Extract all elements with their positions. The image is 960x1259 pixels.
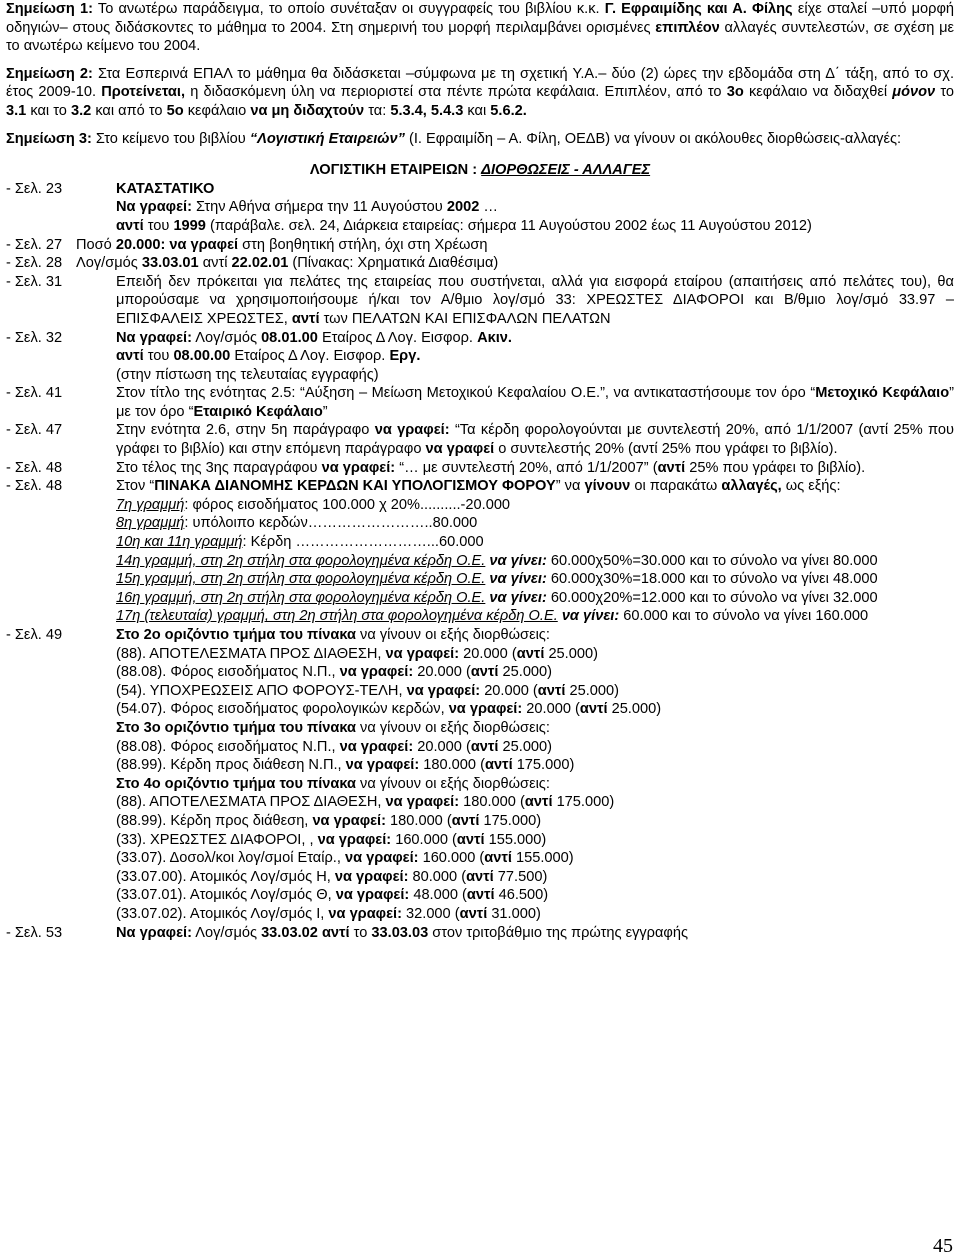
write-label: 20.000: να γραφεί	[115, 236, 239, 253]
instead-label: αντί	[537, 682, 566, 699]
correction-text: : φόρος εισοδήματος 100.000 χ 20%..........-20.000	[184, 496, 511, 513]
instead-label: αντί	[116, 348, 144, 365]
correction-text: στον τριτοβάθμιο της πρώτης εγγραφής	[432, 924, 689, 941]
section-3-lines	[116, 738, 954, 775]
page-label: - Σελ. 48	[6, 478, 63, 495]
correction-value: Μετοχικό Κεφάλαιο	[815, 385, 950, 402]
instead-label: αντί	[459, 905, 488, 922]
row-ref: 17η (τελευταία) γραμμή, στη 2η στήλη στα φορολογημένα κέρδη Ο.Ε.	[116, 608, 558, 625]
correction-title: ΚΑΤΑΣΤΑΤΙΚΟ	[116, 180, 215, 197]
instead-label: αντί	[657, 459, 686, 476]
page-label: - Σελ. 31	[6, 273, 63, 290]
correction-text: : Κέρδη ………………………...60.000	[242, 534, 484, 551]
correction-text: (στην πίστωση της τελευταίας εγγραφής)	[116, 366, 379, 383]
write-label: να γραφεί:	[328, 905, 402, 922]
note-1-authors: Γ. Εφραιμίδης και Α. Φίλης	[604, 1, 793, 17]
old-value: 25.000	[502, 664, 548, 681]
section-2-heading	[116, 626, 954, 645]
correction-body	[116, 477, 954, 626]
note-2-emphasis: 3ο	[726, 84, 744, 101]
correction-text: Στον “	[116, 478, 155, 495]
correction-body	[116, 329, 954, 385]
note-2-label: Σημείωση 2:	[6, 65, 93, 82]
table-row-10	[116, 533, 954, 552]
old-value: 175.000	[556, 794, 610, 811]
correction-text: το	[353, 924, 368, 941]
correction-p27	[6, 236, 954, 255]
account-text: (88.99). Κέρδη προς διάθεση Ν.Π.,	[116, 757, 342, 774]
note-3-text: (Ι. Εφραιμίδη – Α. Φίλη, ΟΕΔΒ) να γίνουν οι ακόλουθες διορθώσεις-αλλαγές:	[408, 130, 902, 147]
write-label: να γραφεί:	[374, 422, 450, 439]
correction-text: ”	[322, 403, 328, 420]
table-row-15	[116, 570, 954, 589]
new-value: 160.000	[395, 831, 448, 848]
document-page	[6, 0, 954, 942]
correction-body	[76, 236, 954, 255]
correction-body	[116, 384, 954, 421]
instead-label: αντί	[484, 850, 512, 867]
correction-value: Ακιν.	[477, 329, 512, 346]
new-value: 180.000	[390, 812, 443, 829]
note-2-text: τα:	[368, 102, 387, 119]
section-4-heading	[116, 775, 954, 794]
old-value: 155.000	[515, 850, 569, 867]
note-1-text: σταλεί –υπό μορφή οδηγιών– στους διδάσκοντες το μάθημα το 2004. Στη σημερινή του μορφή περιλαμβάνει ορισμένες	[6, 1, 955, 36]
note-2-emphasis: 5ο	[166, 102, 184, 119]
note-2-emphasis: να μη διδαχτούν	[250, 102, 365, 119]
correction-text: των ΠΕΛΑΤΩΝ ΚΑΙ ΕΠΙΣΦΑΛΩΝ ΠΕΛΑΤΩΝ	[323, 310, 611, 327]
correction-line: (33.07.00). Ατομικός Λογ/σμός Η, να γραφεί: 80.000 (αντί 77.500)	[116, 868, 548, 885]
instead-label: αντί	[579, 701, 608, 718]
correction-text: Επειδή δεν πρόκειται για πελάτες της εταιρείας που συστήνεται, αλλά για εισφορά εταίρου (απαιτήσεις από πελάτες του), θα μπορούσαμε να χρησιμοποιήσουμε ή/και τον Α/θμιο λογ/σμό 33: ΧΡΕΩΣΤΕΣ ΔΙΑΦΟΡΟΙ και Β/θμιο λογ/σμό 33.97 – ΕΠΙΣΦΑΛΕΙΣ ΧΡΕΩΣΤΕΣ,	[116, 273, 954, 327]
page-label: - Σελ. 23	[6, 180, 63, 197]
page-label: - Σελ. 27	[6, 236, 63, 253]
note-2-text: και	[467, 102, 487, 119]
old-value: 25.000	[569, 682, 615, 699]
note-2-text: και το	[30, 102, 67, 119]
note-2-emphasis: Προτείνεται,	[101, 84, 186, 101]
correction-line: (54.07). Φόρος εισοδήματος φορολογικών κερδών, να γραφεί: 20.000 (αντί 25.000)	[116, 701, 662, 718]
row-ref: 8η γραμμή	[116, 515, 185, 532]
correction-text: ο συντελεστής 20% (αντί 25% που γράφει το βιβλίο).	[498, 441, 838, 458]
new-value: 180.000	[463, 794, 516, 811]
section-title: Στο 4ο οριζόντιο τμήμα του πίνακα	[116, 775, 356, 792]
correction-p49	[6, 626, 954, 924]
correction-text: …	[483, 199, 498, 216]
section-title: Στο 3ο οριζόντιο τμήμα του πίνακα	[116, 719, 356, 736]
account-text: (33). ΧΡΕΩΣΤΕΣ ΔΙΑΦΟΡΟΙ, ,	[116, 831, 314, 848]
section-4-lines	[116, 793, 954, 923]
account-text: (33.07.02). Ατομικός Λογ/σμός Ι,	[116, 905, 325, 922]
table-row-14	[116, 552, 954, 571]
correction-line: (33.07.01). Ατομικός Λογ/σμός Θ, να γραφεί: 48.000 (αντί 46.500)	[116, 887, 549, 904]
old-value: 25.000	[611, 701, 657, 718]
write-label: να γραφεί:	[345, 757, 420, 774]
correction-value: 33.03.01	[141, 255, 199, 272]
correction-text: του	[147, 217, 170, 234]
correction-text: (Πίνακας: Χρηματικά Διαθέσιμα)	[292, 255, 499, 272]
new-value: 20.000	[526, 701, 571, 718]
instead-label: αντί	[466, 887, 495, 904]
note-3	[6, 130, 954, 149]
instead-label: αντί	[470, 738, 499, 755]
correction-text: να γίνουν οι εξής διορθώσεις:	[360, 775, 550, 792]
note-2	[6, 65, 954, 121]
table-title: ΠΙΝΑΚΑ ΔΙΑΝΟΜΗΣ ΚΕΡΔΩΝ ΚΑΙ ΥΠΟΛΟΓΙΣΜΟΥ ΦΟΡΟΥ	[154, 478, 556, 495]
become-label: να γίνει:	[489, 571, 547, 588]
instead-label: αντί	[321, 924, 350, 941]
table-row-16	[116, 589, 954, 608]
correction-p32	[6, 329, 954, 385]
new-value: 32.000	[406, 905, 451, 922]
note-2-emphasis: 5.6.2.	[490, 102, 527, 119]
correction-line: (88). ΑΠΟΤΕΛΕΣΜΑΤΑ ΠΡΟΣ ΔΙΑΘΕΣΗ, να γραφεί: 180.000 (αντί 175.000)	[116, 794, 615, 811]
correction-p23	[6, 180, 954, 236]
instead-label: αντί	[116, 217, 144, 234]
correction-p31	[6, 273, 954, 329]
correction-text: “Τα κέρδη φορολογούνται με συντελεστή 20%, από 1/1/2007 (αντί 25% που γράφει το βιβλίο) και στην επόμενη παράγραφο	[116, 422, 954, 458]
section-title: Στο 2ο οριζόντιο τμήμα του πίνακα	[116, 627, 356, 643]
row-ref: 10η και 11η γραμμή	[116, 534, 243, 551]
correction-value: 2002	[446, 199, 480, 216]
account-text: (88). ΑΠΟΤΕΛΕΣΜΑΤΑ ΠΡΟΣ ΔΙΑΘΕΣΗ,	[116, 794, 382, 811]
old-value: 175.000	[483, 812, 537, 829]
correction-p47	[6, 421, 954, 458]
write-label: να γραφεί:	[448, 701, 523, 718]
instead-label: αντί	[516, 645, 545, 662]
correction-emphasis: αλλαγές,	[721, 478, 782, 495]
table-row-17	[116, 607, 954, 626]
write-label: Να γραφεί:	[116, 199, 192, 216]
correction-line: (88). ΑΠΟΤΕΛΕΣΜΑΤΑ ΠΡΟΣ ΔΙΑΘΕΣΗ, να γραφεί: 20.000 (αντί 25.000)	[116, 645, 598, 662]
note-2-emphasis: 5.3.4, 5.4.3	[390, 102, 464, 119]
account-text: (54). ΥΠΟΧΡΕΩΣΕΙΣ ΑΠΟ ΦΟΡΟΥΣ-ΤΕΛΗ,	[116, 682, 403, 699]
table-row-8	[116, 514, 954, 533]
correction-line: (88.08). Φόρος εισοδήματος Ν.Π., να γραφεί: 20.000 (αντί 25.000)	[116, 664, 553, 681]
write-label: να γραφεί:	[321, 459, 396, 476]
row-ref: 16η γραμμή, στη 2η στήλη στα φορολογημένα κέρδη Ο.Ε.	[116, 589, 486, 606]
account-text: (88). ΑΠΟΤΕΛΕΣΜΑΤΑ ΠΡΟΣ ΔΙΑΘΕΣΗ,	[116, 645, 382, 662]
become-label: να γίνει:	[489, 552, 547, 569]
correction-p48b	[6, 477, 954, 626]
correction-text: 60.000 και το σύνολο να γίνει 160.000	[623, 608, 869, 625]
correction-p53	[6, 924, 954, 943]
row-ref: 7η γραμμή	[116, 496, 185, 513]
note-1-emphasis: επιπλέον	[655, 19, 720, 36]
correction-text: οι παρακάτω	[634, 478, 718, 495]
note-2-text: κεφάλαιο	[187, 102, 247, 119]
account-text: (88.08). Φόρος εισοδήματος Ν.Π.,	[116, 664, 336, 681]
write-label: να γραφεί:	[344, 850, 419, 867]
correction-text: να γίνουν οι εξής διορθώσεις:	[360, 719, 550, 736]
account-text: (88.08). Φόρος εισοδήματος Ν.Π.,	[116, 738, 336, 755]
note-2-text: και από το	[95, 102, 163, 119]
correction-text: 60.000χ30%=18.000 και το σύνολο να γίνει 48.000	[550, 571, 878, 588]
write-label: να γραφεί:	[406, 682, 481, 699]
become-label: να γίνει:	[561, 608, 620, 625]
write-label: να γραφεί:	[385, 794, 460, 811]
correction-text: Λογ/σμός	[195, 924, 257, 941]
become-label: να γίνει:	[489, 589, 547, 606]
correction-text: ως εξής:	[785, 478, 841, 495]
note-1-label: Σημείωση 1:	[6, 1, 93, 17]
correction-line: (33). ΧΡΕΩΣΤΕΣ ΔΙΑΦΟΡΟΙ, , να γραφεί: 160.000 (αντί 155.000)	[116, 831, 547, 848]
old-value: 77.500	[497, 868, 543, 885]
old-value: 25.000	[502, 738, 548, 755]
correction-text: Εταίρος Δ Λογ. Εισφορ.	[234, 348, 386, 365]
note-2-emphasis: 3.2	[70, 102, 92, 119]
new-value: 20.000	[417, 664, 462, 681]
page-label: - Σελ. 41	[6, 385, 63, 402]
old-value: 46.500	[498, 887, 544, 904]
instead-label: αντί	[470, 664, 499, 681]
correction-value: 33.03.03	[371, 924, 429, 941]
old-value: 25.000	[548, 645, 594, 662]
page-label: - Σελ. 28	[6, 255, 63, 272]
heading-title: ΛΟΓΙΣΤΙΚΗ ΕΤΑΙΡΕΙΩΝ :	[309, 162, 478, 179]
correction-text: του	[147, 348, 170, 365]
correction-line: (33.07). Δοσολ/κοι λογ/σμοί Εταίρ., να γραφεί: 160.000 (αντί 155.000)	[116, 850, 574, 867]
account-text: (33.07). Δοσολ/κοι λογ/σμοί Εταίρ.,	[116, 850, 341, 867]
correction-text: “… με συντελεστή 20%, από 1/1/2007” (	[399, 459, 658, 476]
page-number: 45	[933, 1235, 953, 1257]
note-3-text: Στο κείμενο του βιβλίου	[95, 130, 246, 147]
correction-p41	[6, 384, 954, 421]
instead-label: αντί	[466, 868, 494, 885]
correction-text: 60.000χ50%=30.000 και το σύνολο να γίνει 80.000	[550, 552, 878, 569]
correction-value: 33.03.02	[261, 924, 318, 941]
correction-text: ” με τον όρο “	[116, 385, 954, 420]
correction-body	[116, 180, 954, 236]
correction-text: 25% που γράφει το βιβλίο).	[689, 459, 866, 476]
write-label: να γραφεί:	[312, 812, 386, 829]
write-label: να γραφεί:	[317, 831, 392, 848]
correction-text: ” να	[555, 478, 581, 495]
note-2-emphasis: 3.1	[6, 102, 27, 119]
write-label: να γραφεί:	[334, 868, 409, 885]
new-value: 20.000	[417, 738, 462, 755]
note-2-emphasis: μόνον	[892, 84, 936, 101]
correction-line: (88.08). Φόρος εισοδήματος Ν.Π., να γραφεί: 20.000 (αντί 25.000)	[116, 738, 553, 755]
correction-body	[116, 924, 954, 943]
note-1	[6, 0, 954, 56]
note-2-text: κεφάλαιο να διδαχθεί	[748, 84, 888, 101]
instead-label: αντί	[456, 831, 485, 848]
account-text: (88.99). Κέρδη προς διάθεση,	[116, 812, 309, 829]
correction-body	[116, 421, 954, 458]
correction-value: Εταιρικό Κεφάλαιο	[193, 403, 323, 420]
correction-body	[116, 626, 954, 924]
correction-text: Λογ/σμός	[195, 329, 257, 346]
correction-line: (88.99). Κέρδη προς διάθεση, να γραφεί: 180.000 (αντί 175.000)	[116, 812, 542, 829]
corrections-heading	[6, 157, 954, 180]
note-2-text: Στα Εσπερινά ΕΠΑΛ το μάθημα θα διδάσκεται –σύμφωνα με τη σχετική Υ.Α.– δύο (2) ώρες την εβδομάδα στη Δ΄ τάξη, από το σχ. έτος 2009-10.	[6, 65, 955, 101]
new-value: 48.000	[413, 887, 458, 904]
correction-body	[116, 273, 954, 329]
instead-label: αντί	[291, 310, 320, 327]
correction-line: (33.07.02). Ατομικός Λογ/σμός Ι, να γραφεί: 32.000 (αντί 31.000)	[116, 905, 541, 922]
row-ref: 14η γραμμή, στη 2η στήλη στα φορολογημένα κέρδη Ο.Ε.	[116, 552, 486, 569]
account-text: (33.07.00). Ατομικός Λογ/σμός Η,	[116, 868, 331, 885]
correction-text: στη βοηθητική στήλη, όχι στη Χρέωση	[242, 236, 488, 253]
correction-text: (παράβαλε. σελ. 24, Διάρκεια εταιρείας: σήμερα 11 Αυγούστου 2002 έως 11 Αυγούστου 2012)	[209, 217, 812, 234]
heading-subtitle: ΔΙΟΡΘΩΣΕΙΣ - ΑΛΛΑΓΕΣ	[481, 162, 651, 179]
write-label: να γραφεί:	[339, 664, 414, 681]
page-label: - Σελ. 48	[6, 459, 63, 476]
new-value: 160.000	[422, 850, 476, 867]
account-text: (33.07.01). Ατομικός Λογ/σμός Θ,	[116, 887, 332, 904]
old-value: 31.000	[491, 905, 536, 922]
row-ref: 15η γραμμή, στη 2η στήλη στα φορολογημένα κέρδη Ο.Ε.	[116, 571, 486, 588]
note-1-text: αλλαγές συντελεστών, σε σχέση με το ανωτέρω κείμενο του 2004.	[6, 19, 954, 55]
account-text: (54.07). Φόρος εισοδήματος φορολογικών κερδών,	[116, 701, 445, 718]
write-label: να γραφεί:	[339, 738, 414, 755]
note-2-text: το	[940, 84, 955, 101]
correction-text: Ποσό	[76, 236, 112, 253]
correction-text: Στο τέλος της 3ης παραγράφου	[116, 459, 318, 476]
write-label: να γραφεί:	[335, 887, 410, 904]
note-1-text: είχε	[797, 1, 822, 17]
write-label: να γραφεί	[425, 441, 495, 458]
instead-label: αντί	[451, 812, 480, 829]
correction-text: Εταίρος Δ Λογ. Εισφορ.	[321, 329, 473, 346]
correction-text: : υπόλοιπο κερδών……………………..80.000	[184, 515, 478, 532]
correction-value: Εργ.	[389, 348, 421, 365]
old-value: 155.000	[488, 831, 542, 848]
correction-line: (54). ΥΠΟΧΡΕΩΣΕΙΣ ΑΠΟ ΦΟΡΟΥΣ-ΤΕΛΗ, να γραφεί: 20.000 (αντί 25.000)	[116, 682, 619, 699]
correction-text: Στον τίτλο της ενότητας 2.5: “Αύξηση – Μείωση Μετοχικού Κεφαλαίου Ο.Ε.”, να αντικαταστήσουμε τον όρο “	[116, 385, 816, 402]
note-3-label: Σημείωση 3:	[6, 130, 92, 147]
new-value: 20.000	[463, 645, 508, 662]
instead-label: αντί	[524, 794, 553, 811]
write-label: να γραφεί:	[385, 645, 460, 662]
correction-emphasis: γίνουν	[584, 478, 631, 495]
new-value: 180.000	[423, 757, 477, 774]
correction-text: να γίνουν οι εξής διορθώσεις:	[360, 627, 550, 643]
correction-text: αντί	[202, 255, 228, 272]
correction-text: Λογ/σμός	[76, 255, 138, 272]
correction-p48a	[6, 459, 954, 478]
correction-text: Στην ενότητα 2.6, στην 5η παράγραφο	[116, 422, 370, 439]
correction-value: 22.02.01	[231, 255, 289, 272]
correction-value: 08.00.00	[173, 348, 231, 365]
correction-value: 08.01.00	[261, 329, 318, 346]
section-2-lines	[116, 645, 954, 719]
correction-line: (88.99). Κέρδη προς διάθεση Ν.Π., να γραφεί: 180.000 (αντί 175.000)	[116, 757, 575, 774]
page-label: - Σελ. 47	[6, 422, 63, 439]
new-value: 20.000	[484, 682, 529, 699]
note-1-text: Το ανωτέρω παράδειγμα, το οποίο συνέταξαν οι συγγραφείς του βιβλίου κ.κ.	[97, 1, 600, 17]
new-value: 80.000	[412, 868, 458, 885]
page-label: - Σελ. 32	[6, 329, 63, 346]
book-title: “Λογιστική Εταιρειών”	[249, 130, 405, 147]
page-label: - Σελ. 49	[6, 627, 63, 643]
page-label: - Σελ. 53	[6, 924, 63, 941]
correction-text: 60.000χ20%=12.000 και το σύνολο να γίνει 32.000	[550, 589, 878, 606]
correction-value: 1999	[173, 217, 206, 234]
correction-p28	[6, 254, 954, 273]
correction-body	[116, 459, 954, 478]
note-2-text: η διδασκόμενη ύλη να περιοριστεί στα πέντε πρώτα κεφάλαια. Επιπλέον, από το	[190, 84, 722, 101]
correction-text: Στην Αθήνα σήμερα την 11 Αυγούστου	[196, 199, 443, 216]
instead-label: αντί	[484, 757, 513, 774]
write-label: Να γραφεί:	[116, 329, 192, 346]
table-row-7	[116, 496, 954, 515]
correction-body	[76, 254, 954, 273]
write-label: Να γραφεί:	[116, 924, 192, 941]
section-3-heading	[116, 719, 954, 738]
old-value: 175.000	[516, 757, 570, 774]
